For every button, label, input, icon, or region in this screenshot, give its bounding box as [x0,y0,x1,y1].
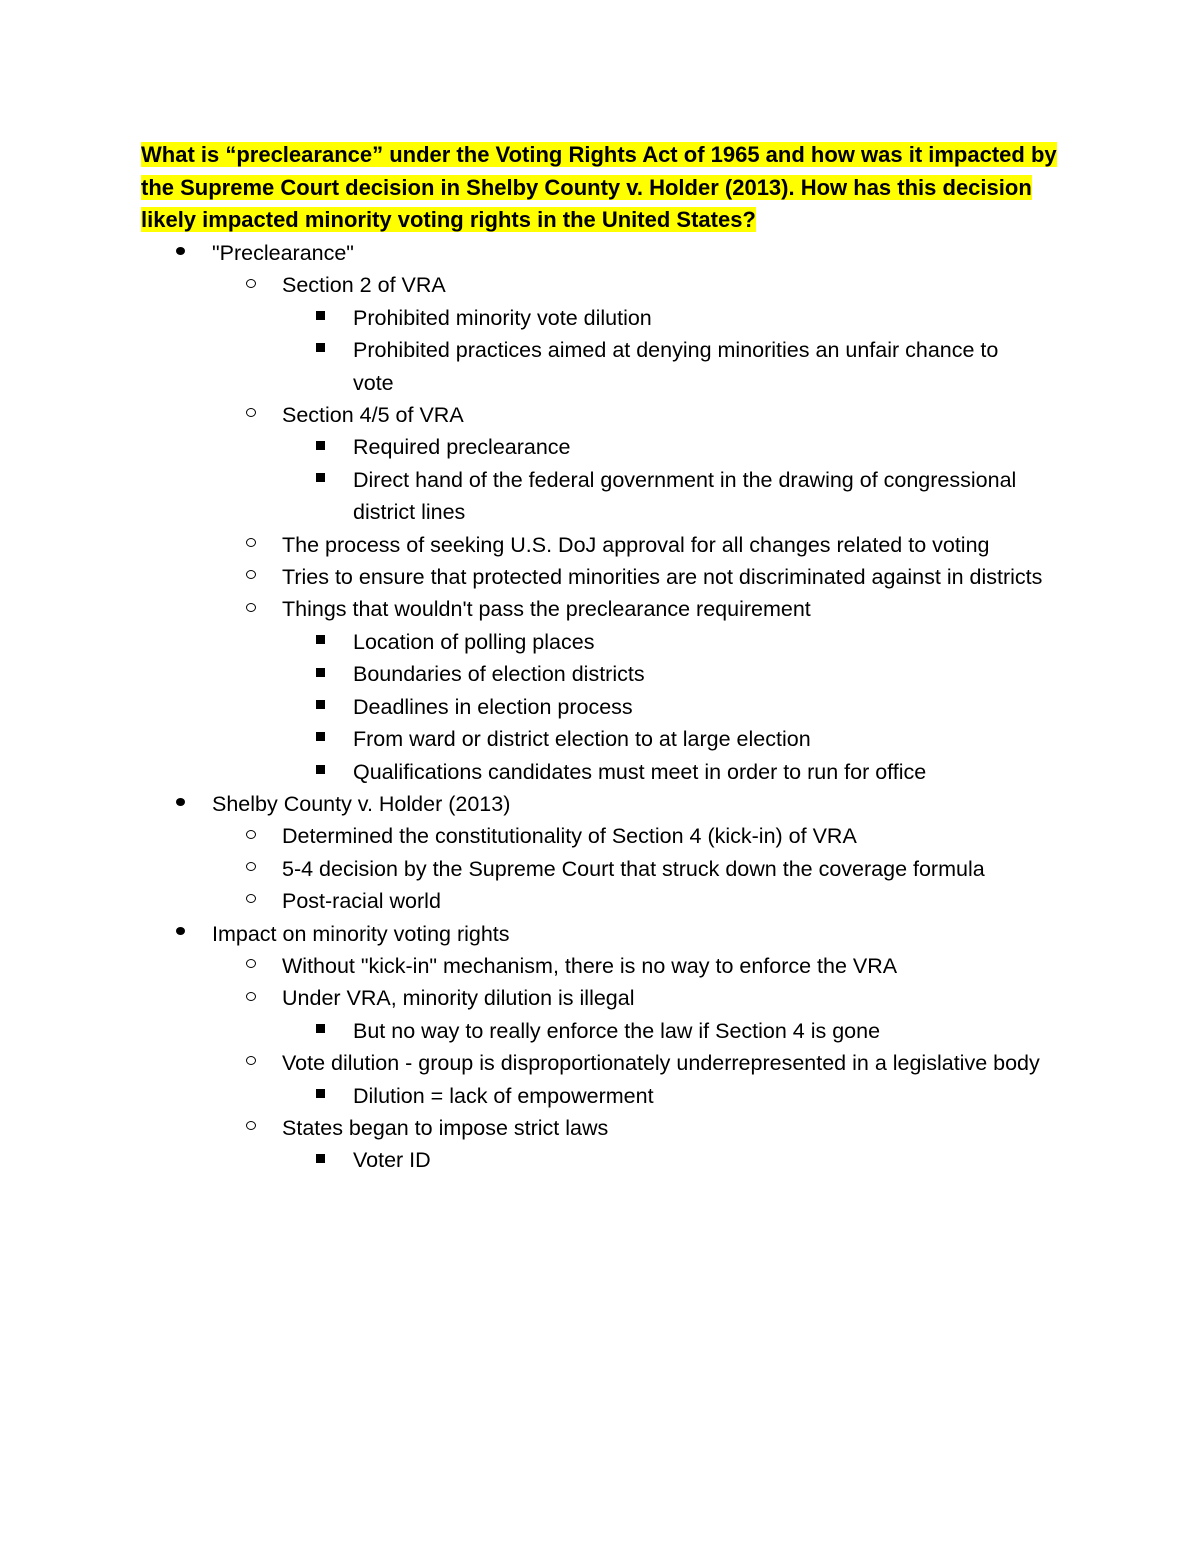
bullet-circle-icon [246,982,256,1014]
outline-item-text: From ward or district election to at large election [353,727,811,752]
bullet-circle-icon [246,399,256,431]
bullet-circle-icon [246,1112,256,1144]
bullet-circle-icon [246,1047,256,1079]
question-heading [141,139,1071,237]
outline-item-text: Location of polling places [353,629,595,654]
bullet-circle-icon [246,269,256,301]
bullet-square-icon [316,1144,325,1176]
outline-item-level-2 [0,853,1062,885]
outline-item-level-2 [0,269,1062,301]
outline-item-level-3 [0,431,1043,463]
outline-item-level-2 [0,885,1062,917]
bullet-square-icon [316,1080,325,1112]
outline-item-text: 5-4 decision by the Supreme Court that struck down the coverage formula [282,856,985,881]
bullet-square-icon [316,334,325,366]
outline-item-text: Tries to ensure that protected minorities are not discriminated against in districts [282,565,1043,590]
outline-item-text: Voter ID [353,1148,431,1173]
outline-item-level-2 [0,529,1062,561]
outline-item-level-2 [0,820,1062,852]
outline-item-level-3 [0,626,1043,658]
notes-outline [0,237,1200,1177]
bullet-circle-icon [246,593,256,625]
bullet-square-icon [316,1015,325,1047]
outline-item-level-1 [0,237,1072,269]
outline-item-level-2 [0,593,1062,625]
outline-item-level-3 [0,691,1043,723]
outline-item-text: The process of seeking U.S. DoJ approval for all changes related to voting [282,532,990,557]
bullet-circle-icon [246,561,256,593]
outline-item-text: Determined the constitutionality of Section 4 (kick-in) of VRA [282,824,857,849]
outline-item-text: But no way to really enforce the law if Section 4 is gone [353,1018,881,1043]
outline-item-text: Section 2 of VRA [282,273,446,298]
outline-item-text: Under VRA, minority dilution is illegal [282,986,635,1011]
outline-item-level-2 [0,1047,1062,1079]
bullet-circle-icon [246,950,256,982]
outline-item-level-3 [0,302,1043,334]
outline-item-text: Deadlines in election process [353,694,633,719]
bullet-square-icon [316,464,325,496]
bullet-disc-icon [176,237,185,269]
bullet-square-icon [316,756,325,788]
outline-item-text: Qualifications candidates must meet in order to run for office [353,759,927,784]
outline-item-level-3 [0,723,1043,755]
bullet-circle-icon [246,853,256,885]
outline-item-level-2 [0,982,1062,1014]
outline-item-text: Prohibited practices aimed at denying minorities an unfair chance to vote [353,338,999,395]
bullet-square-icon [316,626,325,658]
outline-item-text: States began to impose strict laws [282,1115,609,1140]
outline-item-level-3 [0,1144,1043,1176]
outline-item-text: Direct hand of the federal government in the drawing of congressional district lines [353,467,1017,525]
bullet-disc-icon [176,788,185,820]
outline-item-level-3 [0,756,1043,788]
outline-item-level-3 [0,334,1043,399]
highlighted-question-text: What is “preclearance” under the Voting Rights Act of 1965 and how was it impacted by the Supreme Court decision in Shelby County v. Holder (2013). How has this decision likely impacted minority voting rights in the United States? [141,142,1057,233]
outline-item-text: Dilution = lack of empowerment [353,1083,654,1108]
bullet-circle-icon [246,885,256,917]
outline-item-level-2 [0,1112,1062,1144]
outline-item-text: Section 4/5 of VRA [282,403,464,428]
outline-item-text: Required preclearance [353,435,571,460]
bullet-square-icon [316,302,325,334]
outline-item-level-3 [0,1015,1043,1047]
outline-item-text: Post-racial world [282,889,441,914]
bullet-square-icon [316,658,325,690]
bullet-square-icon [316,431,325,463]
outline-item-level-3 [0,464,1043,529]
outline-item-level-2 [0,399,1062,431]
outline-item-text: Prohibited minority vote dilution [353,305,652,330]
outline-item-text: Vote dilution - group is disproportionately underrepresented in a legislative body [282,1051,1040,1076]
bullet-circle-icon [246,820,256,852]
outline-item-text: Shelby County v. Holder (2013) [212,791,511,816]
bullet-square-icon [316,691,325,723]
outline-item-text: Impact on minority voting rights [212,921,510,946]
outline-item-level-1 [0,788,1072,820]
outline-item-text: Boundaries of election districts [353,662,645,687]
bullet-circle-icon [246,529,256,561]
outline-item-text: Without "kick-in" mechanism, there is no way to enforce the VRA [282,953,898,978]
bullet-disc-icon [176,918,185,950]
outline-item-text: Things that wouldn't pass the preclearance requirement [282,597,811,622]
outline-item-level-2 [0,561,1062,593]
outline-item-text: "Preclearance" [212,241,354,265]
outline-item-level-2 [0,950,1062,982]
outline-item-level-3 [0,658,1043,690]
outline-item-level-1 [0,918,1072,950]
outline-item-level-3 [0,1080,1043,1112]
bullet-square-icon [316,723,325,755]
